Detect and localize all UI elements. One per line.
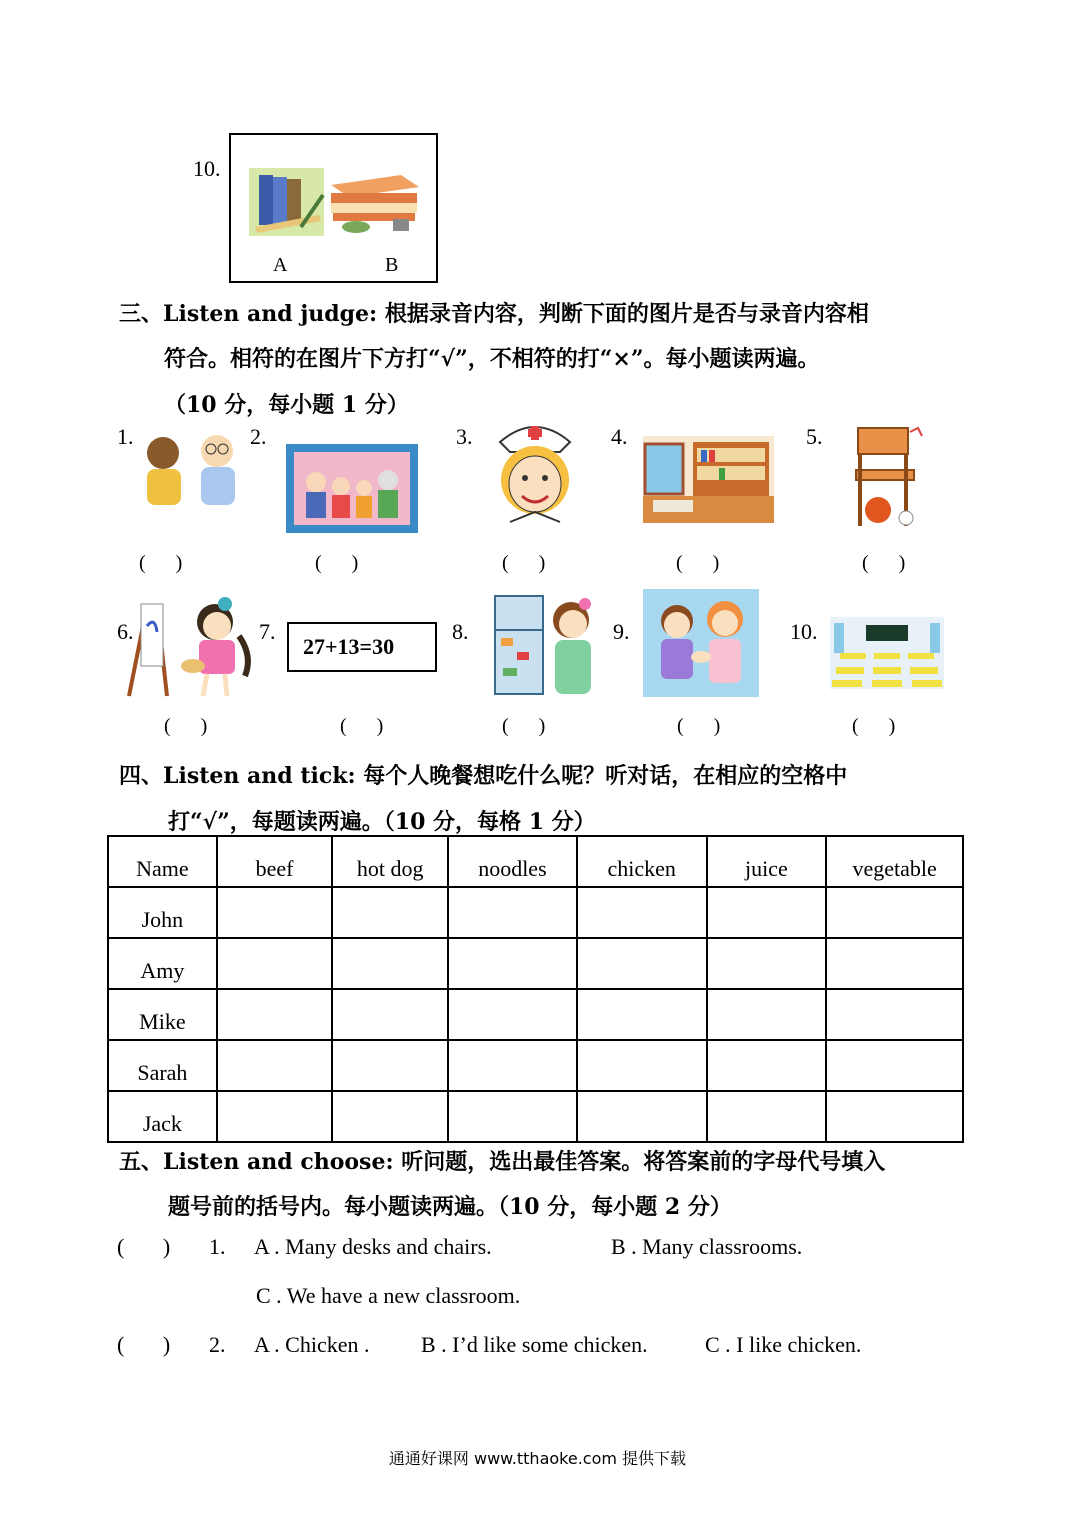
two-boys-picture bbox=[135, 425, 247, 511]
column-header: juice bbox=[707, 836, 827, 887]
column-header: vegetable bbox=[826, 836, 963, 887]
tick-cell[interactable] bbox=[332, 887, 448, 938]
answer-parens[interactable]: ( ) bbox=[164, 715, 208, 737]
q10-number: 10. bbox=[193, 156, 221, 181]
option-c: C . I like chicken. bbox=[705, 1332, 862, 1357]
tick-cell[interactable] bbox=[707, 1040, 827, 1091]
judge-item-number: 1. bbox=[117, 424, 134, 449]
tick-cell[interactable] bbox=[332, 989, 448, 1040]
equation-text: 27+13=30 bbox=[303, 634, 395, 659]
table-row bbox=[108, 1091, 963, 1142]
tick-cell[interactable] bbox=[826, 938, 963, 989]
family-photo-picture bbox=[286, 444, 418, 533]
answer-parens[interactable]: ( ) bbox=[677, 715, 721, 737]
classroom-shelf-picture bbox=[643, 436, 774, 523]
section4-instructions: 打“√”，每题读两遍。（10 分，每格 1 分） bbox=[168, 809, 596, 835]
tick-cell[interactable] bbox=[707, 989, 827, 1040]
tick-cell[interactable] bbox=[448, 989, 577, 1040]
question-number: 2. bbox=[209, 1332, 226, 1357]
judge-item-number: 2. bbox=[250, 424, 267, 449]
girl-fridge-picture bbox=[493, 594, 600, 697]
nurse-picture bbox=[480, 412, 590, 532]
section3-score: （10 分，每小题 1 分） bbox=[164, 392, 409, 418]
answer-parens[interactable]: ( ) bbox=[139, 552, 183, 574]
answer-parens[interactable]: ( ) bbox=[862, 552, 906, 574]
section5-title: 五、Listen and choose: 听问题，选出最佳答案。将答案前的字母代号填入 bbox=[119, 1149, 886, 1175]
row-name: Sarah bbox=[108, 1040, 217, 1091]
section3-instructions: 符合。相符的在图片下方打“√”，不相符的打“×”。每小题读两遍。 bbox=[164, 346, 820, 372]
row-name: Jack bbox=[108, 1091, 217, 1142]
judge-item-number: 3. bbox=[456, 424, 473, 449]
table-row bbox=[108, 887, 963, 938]
tick-cell[interactable] bbox=[707, 1091, 827, 1142]
tick-cell[interactable] bbox=[448, 1040, 577, 1091]
judge-item-number: 7. bbox=[259, 619, 276, 644]
column-header: noodles bbox=[448, 836, 577, 887]
q10-label-a: A bbox=[273, 254, 288, 276]
option-c: C . We have a new classroom. bbox=[256, 1283, 521, 1308]
tick-cell[interactable] bbox=[448, 887, 577, 938]
tick-cell[interactable] bbox=[332, 1091, 448, 1142]
tick-cell[interactable] bbox=[707, 887, 827, 938]
judge-item-number: 6. bbox=[117, 619, 134, 644]
column-header: hot dog bbox=[332, 836, 448, 887]
tick-cell[interactable] bbox=[707, 938, 827, 989]
tick-cell[interactable] bbox=[217, 887, 333, 938]
table-row bbox=[108, 938, 963, 989]
tick-cell[interactable] bbox=[332, 938, 448, 989]
tick-cell[interactable] bbox=[577, 887, 707, 938]
question-number: 1. bbox=[209, 1234, 226, 1259]
answer-parens[interactable]: ( ) bbox=[852, 715, 896, 737]
table-row bbox=[108, 1040, 963, 1091]
judge-item-number: 9. bbox=[613, 619, 630, 644]
tick-cell[interactable] bbox=[217, 989, 333, 1040]
option-b: B . I’d like some chicken. bbox=[421, 1332, 648, 1357]
footer-credit: 通通好课网 www.tthaoke.com 提供下载 bbox=[388, 1449, 687, 1468]
row-name: John bbox=[108, 887, 217, 938]
section3-title: 三、Listen and judge: 根据录音内容，判断下面的图片是否与录音内容相 bbox=[119, 301, 869, 327]
tick-cell[interactable] bbox=[577, 1091, 707, 1142]
q10-label-b: B bbox=[385, 254, 399, 276]
option-a: A . Chicken . bbox=[254, 1332, 370, 1357]
tick-cell[interactable] bbox=[826, 1091, 963, 1142]
girl-painting-picture bbox=[127, 596, 257, 701]
judge-item-number: 4. bbox=[611, 424, 628, 449]
tick-cell[interactable] bbox=[217, 1091, 333, 1142]
tick-cell[interactable] bbox=[332, 1040, 448, 1091]
tick-cell[interactable] bbox=[826, 1040, 963, 1091]
answer-parens[interactable]: ( ) bbox=[117, 1234, 171, 1259]
answer-parens[interactable]: ( ) bbox=[315, 552, 359, 574]
section4-title: 四、Listen and tick: 每个人晚餐想吃什么呢？听对话，在相应的空格中 bbox=[119, 763, 848, 789]
equation-box bbox=[287, 622, 437, 672]
column-header: chicken bbox=[577, 836, 707, 887]
section5-instructions: 题号前的括号内。每小题读两遍。（10 分，每小题 2 分） bbox=[168, 1194, 732, 1220]
tick-cell[interactable] bbox=[577, 938, 707, 989]
judge-item-number: 5. bbox=[806, 424, 823, 449]
books-illustration bbox=[231, 135, 436, 281]
answer-parens[interactable]: ( ) bbox=[502, 552, 546, 574]
judge-item-number: 8. bbox=[452, 619, 469, 644]
option-b: B . Many classrooms. bbox=[611, 1234, 803, 1259]
answer-parens[interactable]: ( ) bbox=[340, 715, 384, 737]
chair-ball-picture bbox=[848, 426, 926, 528]
tick-cell[interactable] bbox=[577, 1040, 707, 1091]
column-header: beef bbox=[217, 836, 333, 887]
tick-cell[interactable] bbox=[217, 938, 333, 989]
tick-cell[interactable] bbox=[448, 938, 577, 989]
row-name: Amy bbox=[108, 938, 217, 989]
tick-table bbox=[107, 835, 964, 1143]
tick-cell[interactable] bbox=[826, 887, 963, 938]
row-name: Mike bbox=[108, 989, 217, 1040]
classroom-desks-picture bbox=[830, 617, 944, 689]
handshake-picture bbox=[643, 589, 759, 697]
tick-cell[interactable] bbox=[448, 1091, 577, 1142]
tick-cell[interactable] bbox=[826, 989, 963, 1040]
answer-parens[interactable]: ( ) bbox=[676, 552, 720, 574]
answer-parens[interactable]: ( ) bbox=[117, 1332, 171, 1357]
tick-cell[interactable] bbox=[577, 989, 707, 1040]
tick-cell[interactable] bbox=[217, 1040, 333, 1091]
table-header-row bbox=[108, 836, 963, 887]
option-a: A . Many desks and chairs. bbox=[254, 1234, 492, 1259]
judge-item-number: 10. bbox=[790, 619, 818, 644]
table-row bbox=[108, 989, 963, 1040]
answer-parens[interactable]: ( ) bbox=[502, 715, 546, 737]
column-header: Name bbox=[108, 836, 217, 887]
q10-picture-box bbox=[229, 133, 438, 283]
